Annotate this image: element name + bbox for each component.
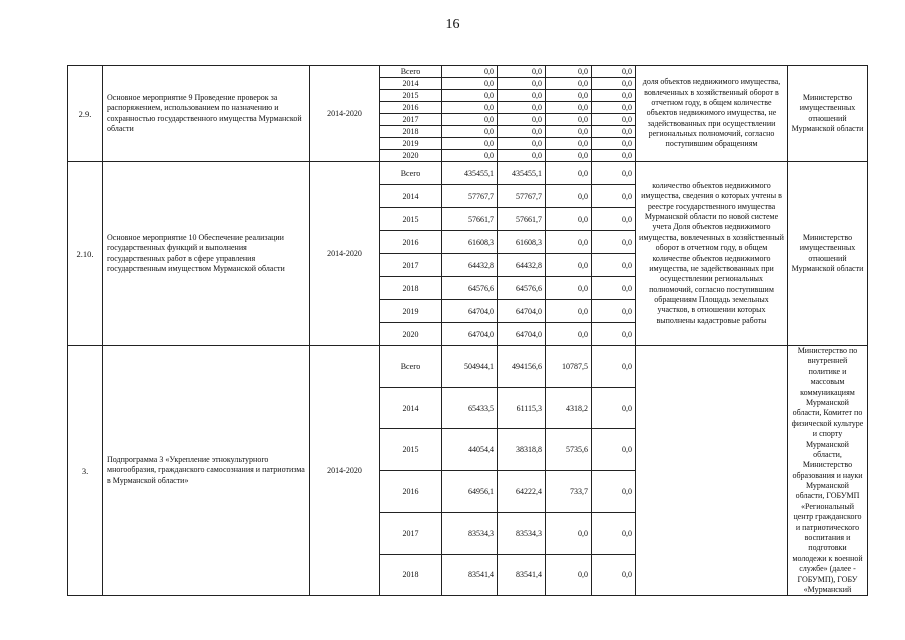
- federal-budget-value: 0,0: [546, 90, 592, 102]
- year-cell: Всего: [380, 66, 442, 78]
- other-value: 0,0: [592, 162, 636, 185]
- federal-budget-value: 0,0: [546, 254, 592, 277]
- other-value: 0,0: [592, 323, 636, 346]
- other-value: 0,0: [592, 150, 636, 162]
- subprogram-name: Подпрограмма 3 «Укрепление этнокультурного многообразия, гражданского самосознания и патриотизма в Мурманской области»: [103, 346, 310, 596]
- period: 2014-2020: [310, 162, 380, 346]
- federal-budget-value: 733,7: [546, 471, 592, 513]
- federal-budget-value: 0,0: [546, 126, 592, 138]
- regional-budget-value: 57661,7: [498, 208, 546, 231]
- year-cell: 2020: [380, 323, 442, 346]
- other-value: 0,0: [592, 185, 636, 208]
- row-number: 2.9.: [68, 66, 103, 162]
- total-value: 0,0: [442, 78, 498, 90]
- federal-budget-value: 0,0: [546, 162, 592, 185]
- total-value: 61608,3: [442, 231, 498, 254]
- other-value: 0,0: [592, 66, 636, 78]
- regional-budget-value: 64432,8: [498, 254, 546, 277]
- regional-budget-value: 64704,0: [498, 323, 546, 346]
- federal-budget-value: 0,0: [546, 300, 592, 323]
- total-value: 0,0: [442, 66, 498, 78]
- total-value: 83534,3: [442, 512, 498, 554]
- other-value: 0,0: [592, 208, 636, 231]
- federal-budget-value: 5735,6: [546, 429, 592, 471]
- other-value: 0,0: [592, 78, 636, 90]
- regional-budget-value: 435455,1: [498, 162, 546, 185]
- regional-budget-value: 0,0: [498, 66, 546, 78]
- year-cell: 2015: [380, 208, 442, 231]
- total-value: 0,0: [442, 114, 498, 126]
- federal-budget-value: 4318,2: [546, 387, 592, 429]
- total-value: 57661,7: [442, 208, 498, 231]
- other-value: 0,0: [592, 277, 636, 300]
- total-value: 504944,1: [442, 346, 498, 388]
- regional-budget-value: 0,0: [498, 90, 546, 102]
- row-number: 2.10.: [68, 162, 103, 346]
- regional-budget-value: 0,0: [498, 114, 546, 126]
- other-value: 0,0: [592, 471, 636, 513]
- total-value: 64704,0: [442, 300, 498, 323]
- total-value: 57767,7: [442, 185, 498, 208]
- year-cell: 2015: [380, 90, 442, 102]
- federal-budget-value: 10787,5: [546, 346, 592, 388]
- year-cell: 2017: [380, 254, 442, 277]
- regional-budget-value: 83541,4: [498, 554, 546, 596]
- federal-budget-value: 0,0: [546, 231, 592, 254]
- federal-budget-value: 0,0: [546, 78, 592, 90]
- federal-budget-value: 0,0: [546, 114, 592, 126]
- federal-budget-value: 0,0: [546, 554, 592, 596]
- year-cell: 2014: [380, 185, 442, 208]
- total-value: 64576,6: [442, 277, 498, 300]
- regional-budget-value: 57767,7: [498, 185, 546, 208]
- total-value: 64956,1: [442, 471, 498, 513]
- federal-budget-value: 0,0: [546, 66, 592, 78]
- other-value: 0,0: [592, 231, 636, 254]
- row-number: 3.: [68, 346, 103, 596]
- federal-budget-value: 0,0: [546, 150, 592, 162]
- year-cell: 2019: [380, 300, 442, 323]
- regional-budget-value: 64704,0: [498, 300, 546, 323]
- year-cell: 2017: [380, 114, 442, 126]
- regional-budget-value: 83534,3: [498, 512, 546, 554]
- year-cell: 2017: [380, 512, 442, 554]
- other-value: 0,0: [592, 512, 636, 554]
- total-value: 0,0: [442, 90, 498, 102]
- other-value: 0,0: [592, 102, 636, 114]
- regional-budget-value: 61115,3: [498, 387, 546, 429]
- other-value: 0,0: [592, 90, 636, 102]
- total-value: 83541,4: [442, 554, 498, 596]
- total-value: 65433,5: [442, 387, 498, 429]
- other-value: 0,0: [592, 429, 636, 471]
- period: 2014-2020: [310, 66, 380, 162]
- year-cell: 2014: [380, 78, 442, 90]
- year-cell: Всего: [380, 162, 442, 185]
- executor: Министерство имущественных отношений Мурманской области: [788, 162, 868, 346]
- total-value: 435455,1: [442, 162, 498, 185]
- regional-budget-value: 0,0: [498, 102, 546, 114]
- year-cell: 2018: [380, 554, 442, 596]
- federal-budget-value: 0,0: [546, 185, 592, 208]
- total-value: 0,0: [442, 126, 498, 138]
- other-value: 0,0: [592, 300, 636, 323]
- regional-budget-value: 61608,3: [498, 231, 546, 254]
- period: 2014-2020: [310, 346, 380, 596]
- total-value: 44054,4: [442, 429, 498, 471]
- page-number: 16: [445, 17, 460, 32]
- regional-budget-value: 64576,6: [498, 277, 546, 300]
- regional-budget-value: 0,0: [498, 78, 546, 90]
- year-cell: Всего: [380, 346, 442, 388]
- total-value: 64432,8: [442, 254, 498, 277]
- other-value: 0,0: [592, 346, 636, 388]
- total-value: 0,0: [442, 150, 498, 162]
- federal-budget-value: 0,0: [546, 512, 592, 554]
- regional-budget-value: 0,0: [498, 150, 546, 162]
- year-cell: 2016: [380, 231, 442, 254]
- federal-budget-value: 0,0: [546, 323, 592, 346]
- other-value: 0,0: [592, 387, 636, 429]
- other-value: 0,0: [592, 126, 636, 138]
- regional-budget-value: 494156,6: [498, 346, 546, 388]
- total-value: 0,0: [442, 102, 498, 114]
- total-value: 64704,0: [442, 323, 498, 346]
- year-cell: 2016: [380, 471, 442, 513]
- federal-budget-value: 0,0: [546, 138, 592, 150]
- year-cell: 2015: [380, 429, 442, 471]
- executor: Министерство имущественных отношений Мурманской области: [788, 66, 868, 162]
- row-group-2-9: [68, 66, 868, 162]
- year-cell: 2020: [380, 150, 442, 162]
- activity-name: Основное мероприятие 10 Обеспечение реализации государственных функций и выполнения государственных работ в сфере управления государственным имуществом Мурманской области: [103, 162, 310, 346]
- indicator: доля объектов недвижимого имущества, вовлеченных в хозяйственный оборот в отчетном году, в общем количестве объектов недвижимого имущества, не задействованных при осуществлении региональных полномочий, согласно поступившим обращениям: [636, 66, 788, 162]
- activity-name: Основное мероприятие 9 Проведение проверок за распоряжением, использованием по назначению и сохранностью государственного имущества Мурманской области: [103, 66, 310, 162]
- federal-budget-value: 0,0: [546, 208, 592, 231]
- other-value: 0,0: [592, 254, 636, 277]
- indicator: [636, 346, 788, 596]
- regional-budget-value: 64222,4: [498, 471, 546, 513]
- total-value: 0,0: [442, 138, 498, 150]
- year-cell: 2018: [380, 126, 442, 138]
- regional-budget-value: 0,0: [498, 126, 546, 138]
- other-value: 0,0: [592, 138, 636, 150]
- indicator: количество объектов недвижимого имущества, сведения о которых учтены в реестре государственного имущества Мурманской области по новой системе учета Доля объектов недвижимого имущества, вовлеченных в хозяйственный оборот в отчетном году, в общем количестве объектов недвижимого имущества, не задействованных при осуществлении региональных полномочий, согласно поступившим обращениям Площадь земельных участков, в отношении которых выполнены кадастровые работы: [636, 162, 788, 346]
- regional-budget-value: 0,0: [498, 138, 546, 150]
- other-value: 0,0: [592, 114, 636, 126]
- federal-budget-value: 0,0: [546, 277, 592, 300]
- year-cell: 2018: [380, 277, 442, 300]
- executor: Министерство по внутренней политике и массовым коммуникациям Мурманской области, Комитет по физической культуре и спорту Мурманской области, Министерство образования и науки Мурманской области, ГОБУМП «Региональный центр гражданского и патриотического воспитания и подготовки молодежи к военной службе» (далее - ГОБУМП), ГОБУ «Мурманский: [788, 346, 868, 596]
- year-cell: 2019: [380, 138, 442, 150]
- row-group-3: [68, 346, 868, 596]
- program-table: [67, 65, 868, 596]
- other-value: 0,0: [592, 554, 636, 596]
- regional-budget-value: 38318,8: [498, 429, 546, 471]
- year-cell: 2016: [380, 102, 442, 114]
- year-cell: 2014: [380, 387, 442, 429]
- federal-budget-value: 0,0: [546, 102, 592, 114]
- row-group-2-10: [68, 162, 868, 346]
